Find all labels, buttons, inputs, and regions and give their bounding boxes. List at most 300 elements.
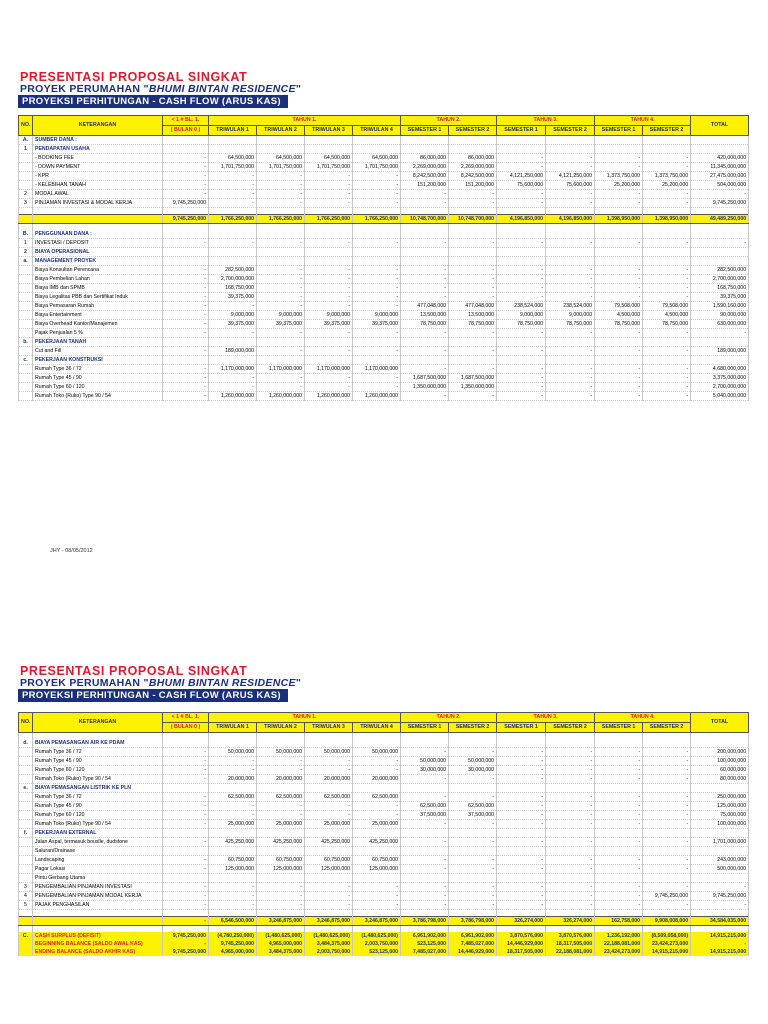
row-value — [209, 784, 257, 793]
row-value: - — [401, 865, 449, 874]
row-label: Rumah Toko (Ruko) Type 90 / 54 — [33, 392, 163, 401]
row-no — [19, 275, 33, 284]
table-row — [19, 163, 749, 172]
row-value: - — [643, 329, 691, 338]
row-value: - — [305, 275, 353, 284]
row-label: Biaya Overhead Kantor/Manajemen — [33, 320, 163, 329]
row-value: 78,750,000 — [595, 320, 643, 329]
row-value — [401, 874, 449, 883]
row-value — [595, 910, 643, 917]
row-value: - — [449, 775, 497, 784]
row-value — [449, 356, 497, 365]
row-value: - — [449, 856, 497, 865]
row-value: - — [353, 172, 401, 181]
row-value: - — [497, 865, 546, 874]
row-value: - — [163, 172, 209, 181]
header-bulan-top: < 1 # BL. 1. — [163, 713, 209, 723]
row-value — [449, 829, 497, 838]
header-bulan-top: < 1 # BL. 1. — [163, 116, 209, 126]
row-value: - — [163, 383, 209, 392]
row-value — [353, 145, 401, 154]
header-s2: SEMESTER 2 — [546, 126, 595, 136]
row-no — [19, 874, 33, 883]
table-row — [19, 392, 749, 401]
row-value: - — [163, 856, 209, 865]
row-value: 9,000,000 — [353, 311, 401, 320]
row-value: 64,500,000 — [209, 154, 257, 163]
row-label: Rumah Type 60 / 120 — [33, 811, 163, 820]
row-no — [19, 392, 33, 401]
row-value: - — [595, 811, 643, 820]
row-value: - — [209, 172, 257, 181]
row-value — [643, 338, 691, 347]
row-value: 4,121,250,000 — [497, 172, 546, 181]
row-value — [691, 145, 749, 154]
row-value: - — [497, 275, 546, 284]
row-value: 3,786,798,000 — [401, 917, 449, 926]
row-value — [449, 847, 497, 856]
row-value: - — [643, 199, 691, 208]
row-value: - — [163, 748, 209, 757]
row-no: d. — [19, 739, 33, 748]
row-value: 238,524,000 — [497, 302, 546, 311]
row-value — [257, 230, 305, 239]
row-value — [595, 248, 643, 257]
row-no — [19, 293, 33, 302]
row-value: - — [497, 802, 546, 811]
table-row — [19, 347, 749, 356]
row-value: - — [643, 802, 691, 811]
row-label: PENGEMBALIAN PINJAMAN INVESTASI — [33, 883, 163, 892]
row-value: - — [163, 284, 209, 293]
row-value: 151,200,000 — [449, 181, 497, 190]
row-value: 200,000,000 — [691, 748, 749, 757]
row-value: 1,766,250,000 — [353, 215, 401, 224]
row-value — [497, 784, 546, 793]
row-no — [19, 793, 33, 802]
row-value: - — [449, 793, 497, 802]
row-value: - — [163, 802, 209, 811]
row-value: - — [595, 329, 643, 338]
row-value: - — [257, 883, 305, 892]
row-value: - — [497, 766, 546, 775]
row-value — [163, 829, 209, 838]
row-value: 78,750,000 — [497, 320, 546, 329]
row-value — [163, 356, 209, 365]
table-row — [19, 374, 749, 383]
row-label: PENDAPATAN USAHA — [33, 145, 163, 154]
row-value: 326,274,000 — [546, 917, 595, 926]
row-value: 37,500,000 — [449, 811, 497, 820]
cashflow-table-1 — [18, 115, 749, 401]
row-value — [401, 910, 449, 917]
row-value: - — [257, 284, 305, 293]
row-value: - — [643, 865, 691, 874]
row-label: Rumah Toko (Ruko) Type 90 / 54 — [33, 820, 163, 829]
row-value — [305, 136, 353, 145]
row-value: 9,000,000 — [497, 311, 546, 320]
header-tahun-1: TAHUN 1. — [209, 713, 401, 723]
table-row — [19, 190, 749, 199]
row-value: 3,870,576,000 — [546, 932, 595, 940]
table-row — [19, 766, 749, 775]
row-value: 9,000,000 — [546, 311, 595, 320]
row-value: 62,500,000 — [257, 793, 305, 802]
header-keterangan: KETERANGAN — [33, 116, 163, 136]
row-value: 50,000,000 — [305, 748, 353, 757]
row-no — [19, 374, 33, 383]
row-value — [401, 356, 449, 365]
row-value: - — [305, 293, 353, 302]
row-value: 62,500,000 — [449, 802, 497, 811]
row-value — [497, 847, 546, 856]
row-no: 1 — [19, 145, 33, 154]
row-value: 20,000,000 — [257, 775, 305, 784]
row-value — [257, 338, 305, 347]
row-value: - — [449, 392, 497, 401]
row-value: - — [401, 775, 449, 784]
row-value: 282,500,000 — [691, 266, 749, 275]
row-value: 14,915,215,000 — [643, 948, 691, 956]
row-value: - — [449, 190, 497, 199]
row-value: - — [546, 811, 595, 820]
row-value: - — [209, 302, 257, 311]
row-value: 168,750,000 — [209, 284, 257, 293]
row-value: - — [163, 266, 209, 275]
row-value: 4,680,000,000 — [691, 365, 749, 374]
row-value: - — [595, 883, 643, 892]
row-value: - — [595, 865, 643, 874]
row-value: - — [163, 901, 209, 910]
row-value: 86,000,000 — [401, 154, 449, 163]
row-value: 10,748,700,000 — [449, 215, 497, 224]
project-subtitle — [20, 677, 301, 689]
row-no — [19, 347, 33, 356]
row-value: - — [497, 811, 546, 820]
row-value: 125,000,000 — [305, 865, 353, 874]
table-row — [19, 856, 749, 865]
row-value — [401, 739, 449, 748]
row-value — [497, 338, 546, 347]
row-value — [353, 784, 401, 793]
row-value: 8,242,500,000 — [449, 172, 497, 181]
row-value: 50,000,000 — [209, 748, 257, 757]
row-value — [643, 874, 691, 883]
row-value: 27,475,000,000 — [691, 172, 749, 181]
row-value — [691, 136, 749, 145]
row-value: 1,701,750,000 — [209, 163, 257, 172]
row-value — [353, 230, 401, 239]
row-value — [163, 784, 209, 793]
table-row — [19, 248, 749, 257]
row-no: c. — [19, 356, 33, 365]
row-label: Landscaping — [33, 856, 163, 865]
row-value — [691, 847, 749, 856]
header-tahun-3: TAHUN 3. — [497, 116, 595, 126]
row-no — [19, 172, 33, 181]
row-value: - — [546, 892, 595, 901]
row-label: PINJAMAN INVESTASI & MODAL KERJA — [33, 199, 163, 208]
row-value: 3,484,375,000 — [305, 940, 353, 948]
row-value — [257, 248, 305, 257]
row-value: 189,000,000 — [691, 347, 749, 356]
row-value — [691, 910, 749, 917]
row-value: 3,870,576,000 — [497, 932, 546, 940]
row-value: - — [257, 901, 305, 910]
row-value: 86,000,000 — [449, 154, 497, 163]
row-value — [691, 338, 749, 347]
row-value: 25,000,000 — [209, 820, 257, 829]
row-value: 3,246,875,000 — [257, 917, 305, 926]
row-label: Rumah Type 36 / 72 — [33, 793, 163, 802]
row-value: - — [595, 892, 643, 901]
row-value: 500,000,000 — [691, 865, 749, 874]
row-value: - — [449, 365, 497, 374]
row-value — [449, 145, 497, 154]
row-value: 2,269,000,000 — [449, 163, 497, 172]
row-value: 162,758,000 — [595, 917, 643, 926]
row-value: 1,373,750,000 — [643, 172, 691, 181]
row-value: - — [209, 181, 257, 190]
table-row — [19, 383, 749, 392]
row-value: 20,000,000 — [305, 775, 353, 784]
row-value: - — [449, 865, 497, 874]
row-value: - — [163, 365, 209, 374]
row-value: 9,745,250,000 — [163, 948, 209, 956]
row-value — [257, 847, 305, 856]
row-no: f. — [19, 829, 33, 838]
row-value: 7,485,027,000 — [401, 948, 449, 956]
row-value — [209, 145, 257, 154]
table-row — [19, 338, 749, 347]
row-value: - — [163, 311, 209, 320]
header-s1: SEMESTER 1 — [497, 723, 546, 733]
row-value: 3,484,375,000 — [257, 948, 305, 956]
row-label: - DOWN PAYMENT — [33, 163, 163, 172]
row-value: 1,766,250,000 — [305, 215, 353, 224]
row-value: 75,000,000 — [691, 811, 749, 820]
row-value: - — [497, 856, 546, 865]
row-value — [163, 910, 209, 917]
row-value — [497, 145, 546, 154]
row-value: 1,766,250,000 — [257, 215, 305, 224]
row-no: 2 — [19, 190, 33, 199]
row-label — [33, 215, 163, 224]
row-value — [353, 356, 401, 365]
cashflow-table-2 — [18, 712, 749, 956]
row-value: - — [546, 856, 595, 865]
row-value: 425,250,000 — [305, 838, 353, 847]
row-value — [546, 136, 595, 145]
row-value: - — [305, 892, 353, 901]
row-value: 75,600,000 — [546, 181, 595, 190]
table-body-2 — [19, 733, 749, 957]
row-value — [643, 136, 691, 145]
row-value: - — [546, 775, 595, 784]
row-value: - — [401, 199, 449, 208]
row-value: - — [595, 293, 643, 302]
row-label: Rumah Type 45 / 90 — [33, 802, 163, 811]
row-value: 64,500,000 — [305, 154, 353, 163]
row-value — [497, 356, 546, 365]
row-value: - — [163, 329, 209, 338]
row-value: - — [643, 266, 691, 275]
row-no — [19, 284, 33, 293]
row-value: - — [546, 190, 595, 199]
row-label: PEKERJAAN KONSTRUKSI — [33, 356, 163, 365]
row-value — [401, 257, 449, 266]
row-value: - — [643, 383, 691, 392]
row-value: - — [497, 163, 546, 172]
row-value: 326,274,000 — [497, 917, 546, 926]
row-value: - — [595, 802, 643, 811]
table-row — [19, 932, 749, 940]
row-value: - — [257, 199, 305, 208]
row-no: 1 — [19, 239, 33, 248]
row-value: - — [643, 154, 691, 163]
row-value — [497, 208, 546, 215]
row-value: - — [449, 748, 497, 757]
row-value: - — [305, 374, 353, 383]
row-value: - — [643, 275, 691, 284]
row-value: 79,508,000 — [643, 302, 691, 311]
row-value: - — [353, 239, 401, 248]
table-row — [19, 917, 749, 926]
row-value: 39,375,000 — [353, 320, 401, 329]
row-value: 4,196,850,000 — [546, 215, 595, 224]
row-value — [305, 230, 353, 239]
row-value: - — [305, 181, 353, 190]
row-label: INVESTASI / DEPOSIT — [33, 239, 163, 248]
row-value: 60,750,000 — [305, 856, 353, 865]
row-value: 250,000,000 — [691, 793, 749, 802]
row-value: 14,915,215,000 — [691, 948, 749, 956]
row-value: - — [497, 347, 546, 356]
row-value — [209, 847, 257, 856]
row-value: 1,701,750,000 — [257, 163, 305, 172]
row-value: - — [643, 190, 691, 199]
row-value: - — [401, 275, 449, 284]
row-value: 1,236,192,000 — [595, 932, 643, 940]
row-value: 4,121,250,000 — [546, 172, 595, 181]
row-no — [19, 811, 33, 820]
row-value: 6,961,902,000 — [449, 932, 497, 940]
row-label: Pajak Penjualan 5 % — [33, 329, 163, 338]
row-no — [19, 948, 33, 956]
row-value: - — [401, 901, 449, 910]
row-no — [19, 757, 33, 766]
row-label: Biaya IMB dan SPMB — [33, 284, 163, 293]
row-value: - — [595, 275, 643, 284]
row-value — [353, 136, 401, 145]
row-value: - — [353, 293, 401, 302]
row-value — [643, 356, 691, 365]
header-total: TOTAL — [691, 713, 749, 733]
row-value: - — [449, 883, 497, 892]
row-value — [595, 136, 643, 145]
row-label: Rumah Type 45 / 90 — [33, 757, 163, 766]
row-value: - — [163, 917, 209, 926]
row-value: - — [497, 892, 546, 901]
row-value: - — [595, 392, 643, 401]
row-value: 4,965,000,000 — [257, 940, 305, 948]
row-value: - — [546, 199, 595, 208]
row-value — [163, 208, 209, 215]
row-value — [449, 257, 497, 266]
row-value: 13,500,000 — [401, 311, 449, 320]
row-value — [497, 257, 546, 266]
header-tw2: TRIWULAN 2 — [257, 723, 305, 733]
table-row — [19, 793, 749, 802]
footer-note: JHY - 08/05/2012 — [50, 548, 93, 554]
row-value: - — [546, 365, 595, 374]
row-value: - — [401, 748, 449, 757]
row-value: - — [353, 181, 401, 190]
row-value: 504,000,000 — [691, 181, 749, 190]
header-s2: SEMESTER 2 — [449, 126, 497, 136]
row-value — [449, 338, 497, 347]
row-value: 523,125,000 — [401, 940, 449, 948]
row-value: - — [305, 239, 353, 248]
row-value: - — [449, 266, 497, 275]
row-value: 125,000,000 — [353, 865, 401, 874]
row-value: (4,780,250,000) — [209, 932, 257, 940]
row-value: - — [643, 811, 691, 820]
row-value: 125,000,000 — [209, 865, 257, 874]
header-s1: SEMESTER 1 — [401, 723, 449, 733]
row-value: 1,170,000,000 — [353, 365, 401, 374]
row-value: 1,398,950,000 — [595, 215, 643, 224]
row-value: 151,200,000 — [401, 181, 449, 190]
row-value: - — [691, 239, 749, 248]
row-value: - — [449, 892, 497, 901]
table-row — [19, 356, 749, 365]
row-value — [401, 208, 449, 215]
row-value: - — [353, 199, 401, 208]
row-value: - — [353, 811, 401, 820]
row-value: - — [595, 820, 643, 829]
row-value: - — [163, 392, 209, 401]
table-row — [19, 293, 749, 302]
row-value: - — [546, 766, 595, 775]
row-value: 18,317,505,000 — [497, 948, 546, 956]
row-no: a. — [19, 257, 33, 266]
row-value: 13,500,000 — [449, 311, 497, 320]
row-no — [19, 215, 33, 224]
row-no — [19, 329, 33, 338]
row-value: - — [163, 163, 209, 172]
row-value — [209, 829, 257, 838]
row-value: - — [353, 892, 401, 901]
row-value: 23,424,273,000 — [595, 948, 643, 956]
row-value: - — [305, 172, 353, 181]
row-label: Rumah Toko (Ruko) Type 90 / 54 — [33, 775, 163, 784]
row-label: Jalan Aspal, termasuk bouslle, dudstone — [33, 838, 163, 847]
row-value — [546, 145, 595, 154]
row-value: 9,000,000 — [257, 311, 305, 320]
row-value — [691, 739, 749, 748]
row-label: PEKERJAAN TANAH — [33, 338, 163, 347]
row-no: 2 — [19, 248, 33, 257]
row-value: 100,000,000 — [691, 757, 749, 766]
row-value: - — [401, 892, 449, 901]
row-value: 80,000,000 — [691, 775, 749, 784]
row-value: 630,000,000 — [691, 320, 749, 329]
table-row — [19, 802, 749, 811]
row-value: - — [497, 374, 546, 383]
row-value — [643, 784, 691, 793]
row-value: 25,000,000 — [305, 820, 353, 829]
